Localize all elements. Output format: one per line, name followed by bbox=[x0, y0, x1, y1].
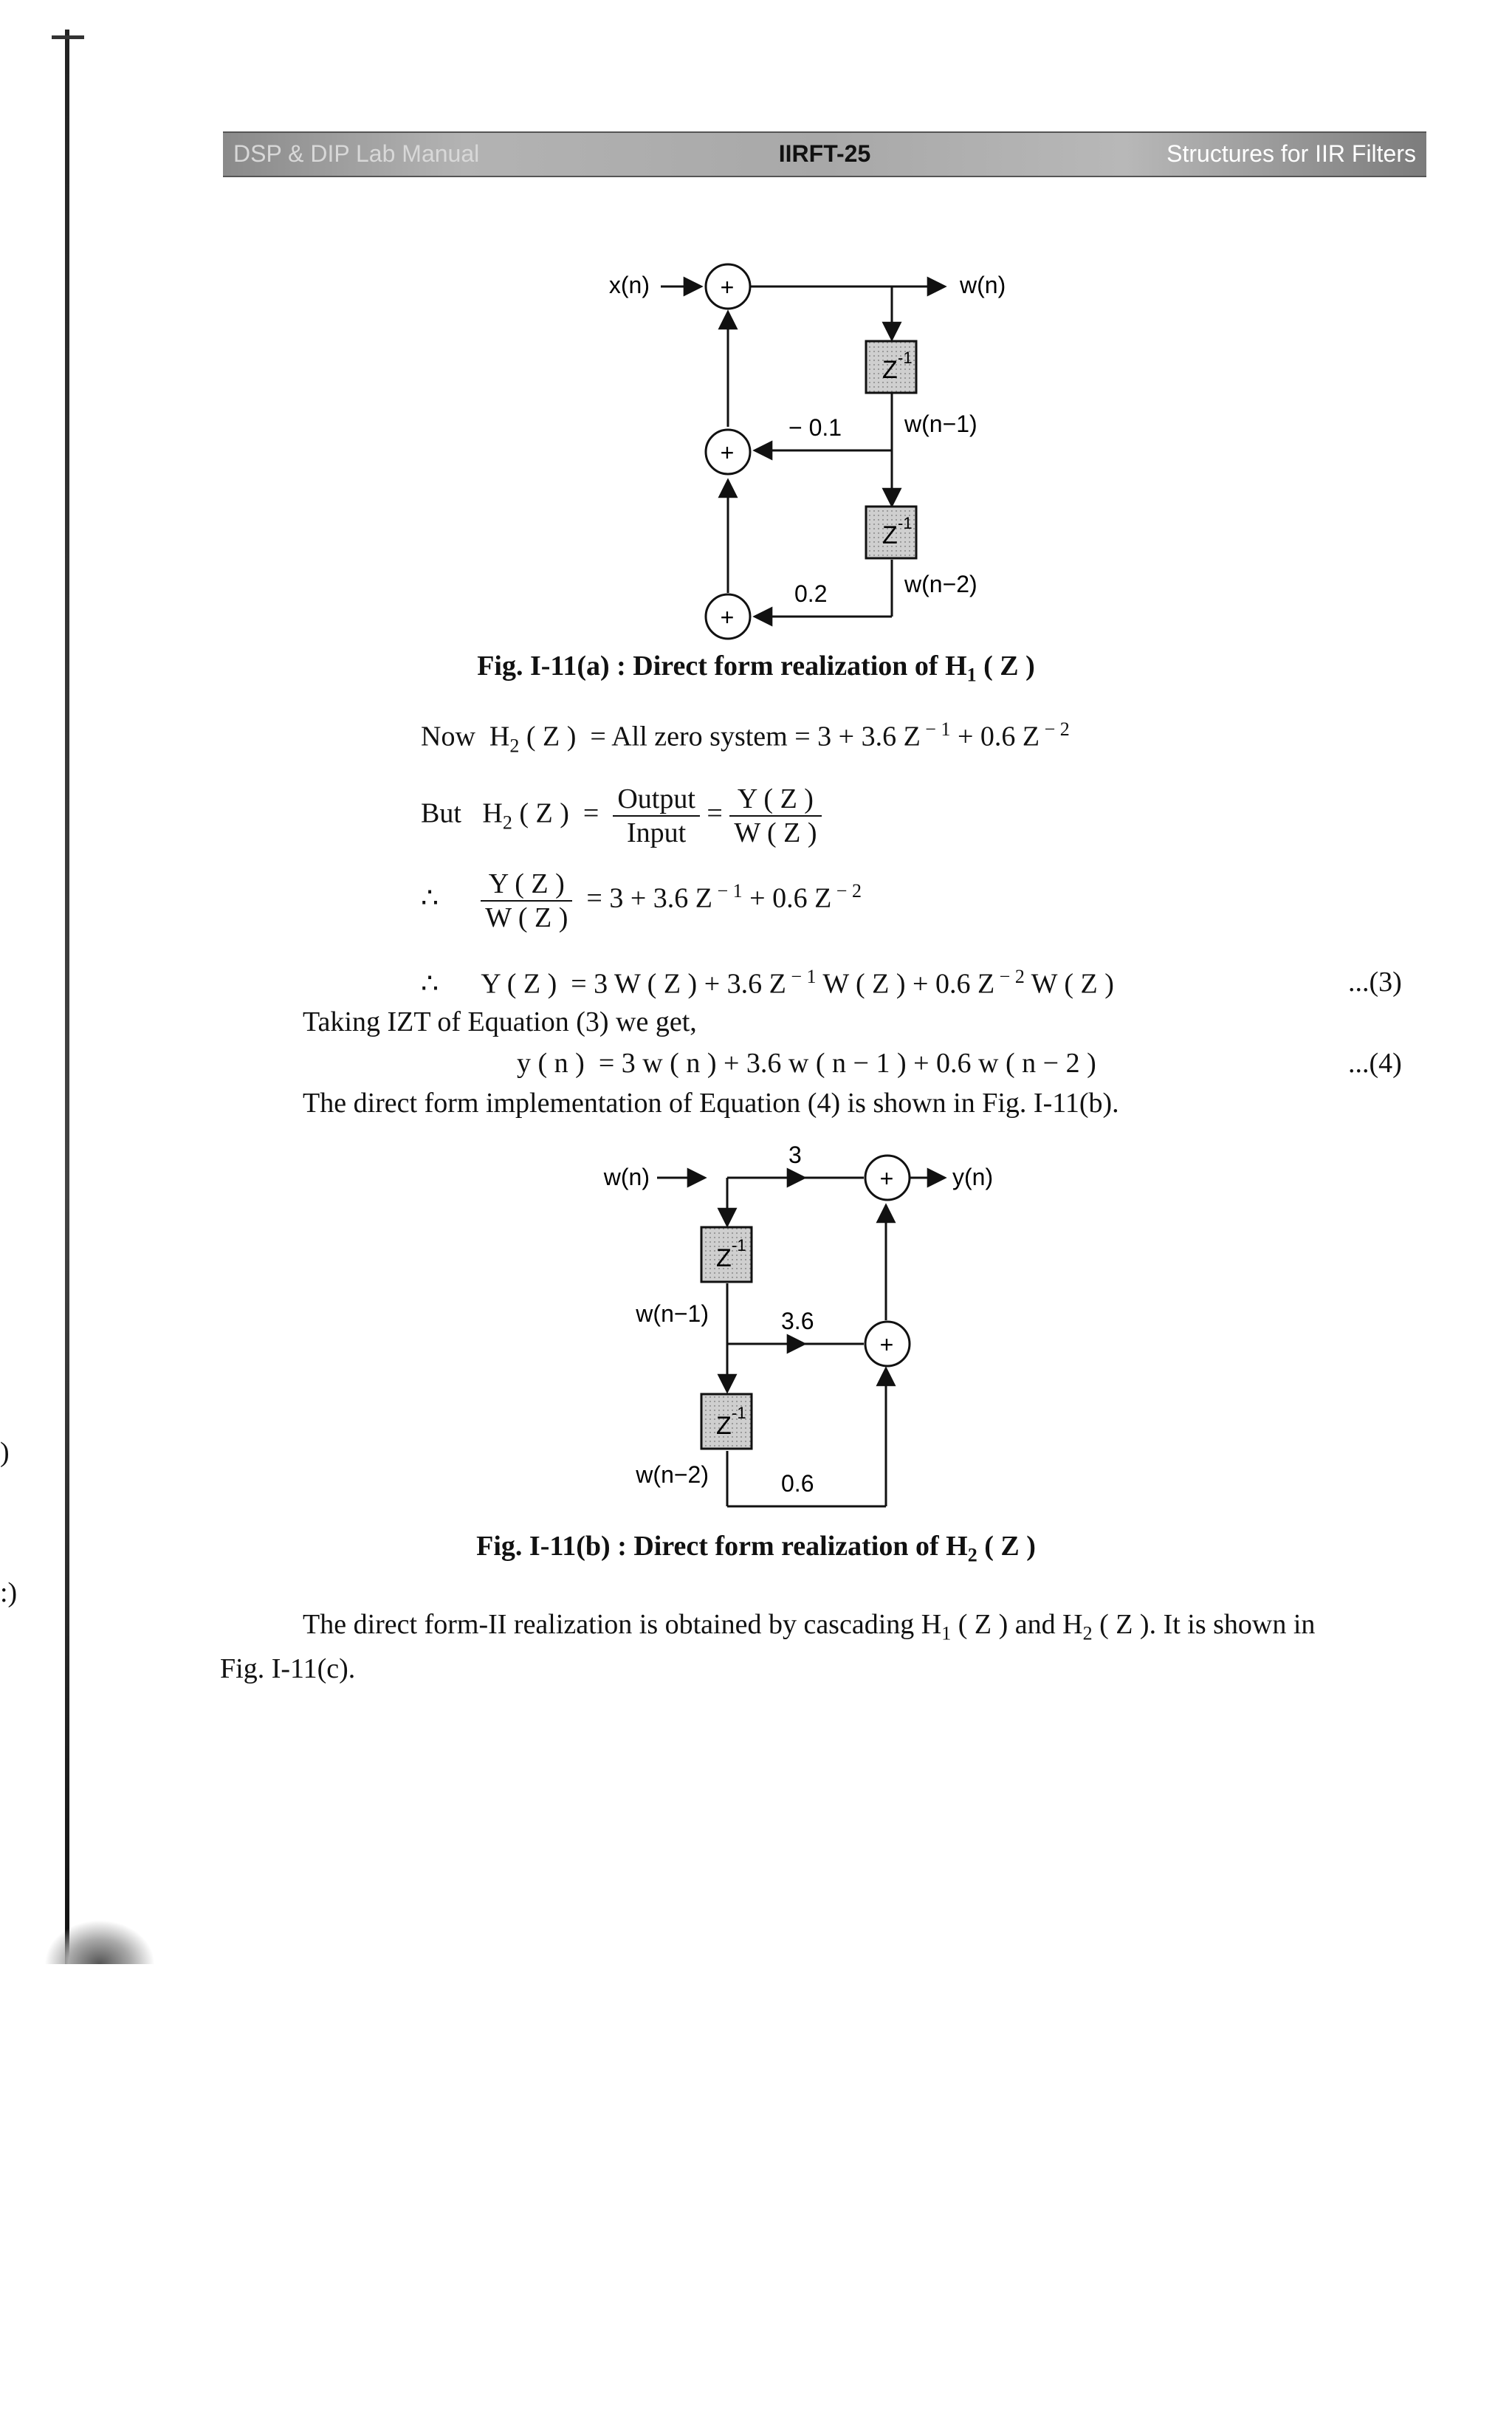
equation-4: y ( n ) = 3 w ( n ) + 3.6 w ( n − 1 ) + 0.6 w ( n − 2 ) bbox=[517, 1048, 1096, 1079]
equation-transfer: But $H_2$ ( Z ) = $\frac{\text{Output}}{\text{Input}}$ = $\frac{Y ( Z )}{W ( Z )}$ bbox=[421, 783, 822, 849]
plus-sign: + bbox=[720, 274, 735, 301]
header-left: DSP & DIP Lab Manual bbox=[233, 140, 480, 167]
z-label: Z bbox=[882, 521, 898, 549]
z-label: Z bbox=[716, 1244, 732, 1272]
equation-4-tag: ...(4) bbox=[1348, 1048, 1402, 1079]
equation-3-tag: ...(3) bbox=[1348, 967, 1402, 998]
plus-sign: + bbox=[720, 604, 735, 631]
z-exponent: -1 bbox=[898, 514, 913, 532]
fig-a-gain1-label: − 0.1 bbox=[788, 414, 842, 441]
z-label: Z bbox=[716, 1412, 732, 1440]
fig-b-gain2-label: 0.6 bbox=[781, 1470, 814, 1497]
header-right: Structures for IIR Filters bbox=[1166, 140, 1416, 167]
header-page-number: IIRFT-25 bbox=[778, 140, 871, 167]
margin-mark-1: ) bbox=[0, 1437, 10, 1468]
fig-a-input-label: x(n) bbox=[608, 272, 650, 298]
text-taking-izt: Taking IZT of Equation (3) we get, bbox=[303, 1006, 697, 1037]
fig-a-delay2-label: w(n−2) bbox=[904, 571, 977, 597]
figure-b-caption: Fig. I-11(b) : Direct form realization of $H_2$ ( Z ) bbox=[476, 1531, 1036, 1566]
fig-b-gain0-label: 3 bbox=[788, 1142, 802, 1168]
z-label: Z bbox=[882, 356, 898, 384]
equation-3: ∴ Y ( Z ) = 3 W ( Z ) + 3.6 Z $^{- 1}$ W ( Z ) + 0.6 Z $^{- 2}$ W ( Z ) bbox=[421, 966, 1114, 1000]
plus-sign: + bbox=[879, 1331, 894, 1358]
equation-h2: Now $H_2$ ( Z ) = All zero system = 3 + 3.6 Z $^{- 1}$ + 0.6 Z $^{- 2}$ bbox=[421, 718, 1070, 757]
binding-shadow bbox=[44, 1920, 155, 1964]
margin-mark-2: :) bbox=[0, 1577, 18, 1608]
fig-a-delay1-label: w(n−1) bbox=[904, 411, 977, 437]
fig-b-delay2-label: w(n−2) bbox=[636, 1461, 709, 1488]
z-exponent: -1 bbox=[732, 1404, 746, 1422]
closing-paragraph-end: Fig. I-11(c). bbox=[220, 1653, 356, 1684]
text-direct-form: The direct form implementation of Equation (4) is shown in Fig. I-11(b). bbox=[303, 1088, 1119, 1119]
fig-a-output-label: w(n) bbox=[960, 272, 1006, 298]
z-exponent: -1 bbox=[732, 1236, 746, 1255]
plus-sign: + bbox=[879, 1165, 894, 1192]
fig-b-gain1-label: 3.6 bbox=[781, 1308, 814, 1334]
plus-sign: + bbox=[720, 439, 735, 466]
fig-b-delay1-label: w(n−1) bbox=[636, 1300, 709, 1327]
fig-a-gain2-label: 0.2 bbox=[794, 580, 828, 607]
figure-a-caption: Fig. I-11(a) : Direct form realization of $H_1$ ( Z ) bbox=[477, 651, 1035, 686]
fig-b-input-label: w(n) bbox=[603, 1164, 650, 1190]
closing-paragraph: The direct form-II realization is obtained by cascading $H_1$ ( Z ) and $H_2$ ( Z ). It is shown in bbox=[303, 1609, 1316, 1644]
z-exponent: -1 bbox=[898, 349, 913, 367]
equation-ratio: ∴ $\frac{Y ( Z )}{W ( Z )}$ = 3 + 3.6 Z $^{- 1}$ + 0.6 Z $^{- 2}$ bbox=[421, 868, 862, 933]
fig-b-output-label: y(n) bbox=[952, 1164, 994, 1190]
